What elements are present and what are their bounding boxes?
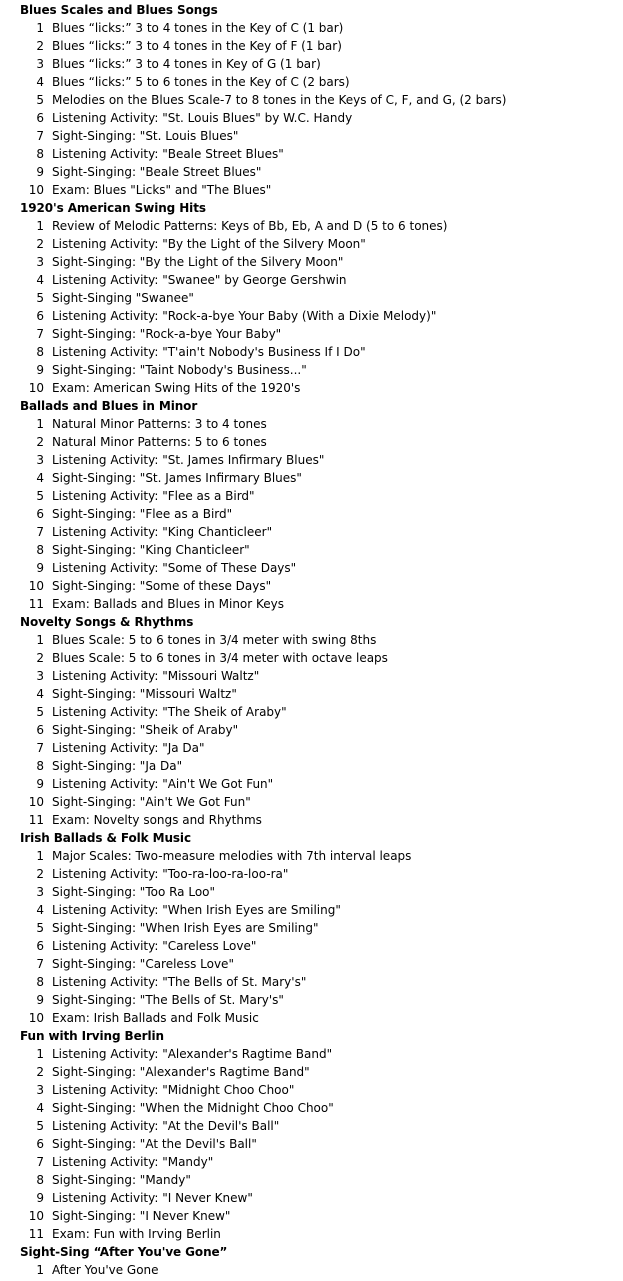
lesson-title: Major Scales: Two-measure melodies with 7th interval leaps — [52, 849, 412, 863]
lesson-title: Listening Activity: "At the Devil's Ball" — [52, 1119, 280, 1133]
lesson-number: 2 — [36, 867, 44, 881]
lesson-title: Sight-Singing: "Some of these Days" — [52, 579, 272, 593]
lesson-item — [20, 847, 623, 865]
lesson-title: Listening Activity: "Beale Street Blues" — [52, 147, 284, 161]
course-section — [20, 1027, 623, 1243]
lesson-item — [20, 793, 623, 811]
lesson-title: Listening Activity: "Some of These Days" — [52, 561, 297, 575]
section-title: Novelty Songs & Rhythms — [20, 615, 194, 629]
lesson-item — [20, 775, 623, 793]
lesson-title: Melodies on the Blues Scale-7 to 8 tones in the Keys of C, F, and G, (2 bars) — [52, 93, 507, 107]
lesson-title: Sight-Singing: "When the Midnight Choo Choo" — [52, 1101, 334, 1115]
lesson-item — [20, 649, 623, 667]
lesson-number: 2 — [36, 237, 44, 251]
section-title: Blues Scales and Blues Songs — [20, 3, 218, 17]
lesson-title: Blues “licks:” 3 to 4 tones in the Key of F (1 bar) — [52, 39, 342, 53]
lesson-number: 4 — [36, 273, 44, 287]
lesson-number: 5 — [36, 93, 44, 107]
lesson-title: Listening Activity: "Flee as a Bird" — [52, 489, 255, 503]
lesson-item — [20, 919, 623, 937]
lesson-title: Sight-Singing: "By the Light of the Silvery Moon" — [52, 255, 344, 269]
lesson-number: 2 — [36, 39, 44, 53]
lesson-number: 3 — [36, 453, 44, 467]
lesson-item — [20, 1099, 623, 1117]
lesson-item — [20, 451, 623, 469]
lesson-title: Exam: Blues "Licks" and "The Blues" — [52, 183, 272, 197]
lesson-number: 2 — [36, 435, 44, 449]
course-section — [20, 829, 623, 1027]
lesson-number: 1 — [36, 849, 44, 863]
lesson-list — [20, 1261, 623, 1279]
lesson-item — [20, 325, 623, 343]
lesson-number: 9 — [36, 165, 44, 179]
lesson-item — [20, 19, 623, 37]
lesson-number: 5 — [36, 489, 44, 503]
lesson-title: Sight-Singing: "Careless Love" — [52, 957, 234, 971]
lesson-number: 1 — [36, 417, 44, 431]
lesson-title: Exam: Novelty songs and Rhythms — [52, 813, 262, 827]
lesson-number: 7 — [36, 741, 44, 755]
lesson-title: Sight-Singing: "Sheik of Araby" — [52, 723, 239, 737]
lesson-item — [20, 1153, 623, 1171]
lesson-item — [20, 37, 623, 55]
lesson-item — [20, 253, 623, 271]
lesson-number: 1 — [36, 1263, 44, 1277]
section-title: Irish Ballads & Folk Music — [20, 831, 191, 845]
lesson-item — [20, 739, 623, 757]
lesson-title: Listening Activity: "The Sheik of Araby" — [52, 705, 287, 719]
lesson-item — [20, 289, 623, 307]
lesson-item — [20, 1225, 623, 1243]
course-section — [20, 613, 623, 829]
lesson-item — [20, 631, 623, 649]
lesson-item — [20, 361, 623, 379]
lesson-number: 10 — [28, 1011, 44, 1025]
lesson-title: Sight-Singing: "I Never Knew" — [52, 1209, 231, 1223]
lesson-title: Exam: American Swing Hits of the 1920's — [52, 381, 301, 395]
lesson-list — [20, 1045, 623, 1243]
lesson-number: 7 — [36, 327, 44, 341]
lesson-title: Sight-Singing: "St. Louis Blues" — [52, 129, 239, 143]
lesson-number: 6 — [36, 507, 44, 521]
lesson-title: Listening Activity: "St. James Infirmary Blues" — [52, 453, 325, 467]
lesson-item — [20, 1135, 623, 1153]
lesson-item — [20, 1117, 623, 1135]
lesson-item — [20, 181, 623, 199]
lesson-number: 8 — [36, 345, 44, 359]
lesson-title: Listening Activity: "King Chanticleer" — [52, 525, 273, 539]
lesson-item — [20, 937, 623, 955]
lesson-number: 5 — [36, 921, 44, 935]
lesson-item — [20, 379, 623, 397]
lesson-item — [20, 1207, 623, 1225]
lesson-list — [20, 631, 623, 829]
lesson-title: Listening Activity: "I Never Knew" — [52, 1191, 253, 1205]
lesson-item — [20, 505, 623, 523]
lesson-number: 10 — [28, 795, 44, 809]
lesson-item — [20, 1171, 623, 1189]
lesson-title: Sight-Singing "Swanee" — [52, 291, 194, 305]
section-title: Fun with Irving Berlin — [20, 1029, 164, 1043]
lesson-number: 6 — [36, 1137, 44, 1151]
lesson-item — [20, 469, 623, 487]
lesson-list — [20, 217, 623, 397]
lesson-number: 5 — [36, 291, 44, 305]
lesson-title: Exam: Ballads and Blues in Minor Keys — [52, 597, 285, 611]
lesson-title: Sight-Singing: "King Chanticleer" — [52, 543, 250, 557]
lesson-number: 6 — [36, 111, 44, 125]
lesson-number: 9 — [36, 363, 44, 377]
lesson-number: 9 — [36, 1191, 44, 1205]
lesson-title: Natural Minor Patterns: 5 to 6 tones — [52, 435, 267, 449]
lesson-number: 4 — [36, 75, 44, 89]
lesson-number: 8 — [36, 147, 44, 161]
lesson-number: 9 — [36, 561, 44, 575]
lesson-item — [20, 307, 623, 325]
lesson-title: Exam: Irish Ballads and Folk Music — [52, 1011, 259, 1025]
lesson-number: 1 — [36, 21, 44, 35]
course-section — [20, 397, 623, 613]
lesson-item — [20, 595, 623, 613]
lesson-number: 1 — [36, 1047, 44, 1061]
lesson-item — [20, 901, 623, 919]
lesson-number: 4 — [36, 1101, 44, 1115]
lesson-number: 11 — [28, 1227, 44, 1241]
lesson-title: Sight-Singing: "St. James Infirmary Blues" — [52, 471, 302, 485]
lesson-number: 7 — [36, 525, 44, 539]
lesson-number: 5 — [36, 705, 44, 719]
lesson-title: Listening Activity: "Midnight Choo Choo" — [52, 1083, 295, 1097]
lesson-title: Blues Scale: 5 to 6 tones in 3/4 meter with octave leaps — [52, 651, 388, 665]
lesson-number: 7 — [36, 129, 44, 143]
lesson-title: Listening Activity: "Mandy" — [52, 1155, 214, 1169]
lesson-title: Exam: Fun with Irving Berlin — [52, 1227, 221, 1241]
lesson-number: 8 — [36, 759, 44, 773]
lesson-item — [20, 163, 623, 181]
lesson-list — [20, 415, 623, 613]
lesson-title: Listening Activity: "Swanee" by George Gershwin — [52, 273, 347, 287]
lesson-item — [20, 685, 623, 703]
lesson-item — [20, 487, 623, 505]
lesson-title: Sight-Singing: "When Irish Eyes are Smiling" — [52, 921, 319, 935]
lesson-title: Blues “licks:” 3 to 4 tones in the Key of C (1 bar) — [52, 21, 344, 35]
lesson-number: 9 — [36, 777, 44, 791]
lesson-number: 3 — [36, 1083, 44, 1097]
lesson-item — [20, 235, 623, 253]
lesson-title: Sight-Singing: "Rock-a-bye Your Baby" — [52, 327, 282, 341]
lesson-title: Blues Scale: 5 to 6 tones in 3/4 meter with swing 8ths — [52, 633, 377, 647]
lesson-number: 10 — [28, 381, 44, 395]
lesson-item — [20, 217, 623, 235]
lesson-title: Sight-Singing: "Ja Da" — [52, 759, 183, 773]
lesson-item — [20, 703, 623, 721]
course-section — [20, 1243, 623, 1279]
lesson-number: 7 — [36, 1155, 44, 1169]
lesson-number: 2 — [36, 651, 44, 665]
lesson-title: Listening Activity: "Missouri Waltz" — [52, 669, 260, 683]
section-title: Sight-Sing “After You've Gone” — [20, 1245, 228, 1259]
lesson-item — [20, 865, 623, 883]
lesson-item — [20, 109, 623, 127]
lesson-item — [20, 541, 623, 559]
lesson-item — [20, 973, 623, 991]
lesson-item — [20, 991, 623, 1009]
lesson-title: Listening Activity: "Too-ra-loo-ra-loo-ra" — [52, 867, 289, 881]
lesson-number: 6 — [36, 723, 44, 737]
course-section — [20, 1, 623, 199]
lesson-title: Listening Activity: "Ain't We Got Fun" — [52, 777, 274, 791]
lesson-title: Listening Activity: "The Bells of St. Mary's" — [52, 975, 307, 989]
lesson-item — [20, 415, 623, 433]
lesson-number: 3 — [36, 57, 44, 71]
lesson-item — [20, 811, 623, 829]
lesson-number: 11 — [28, 813, 44, 827]
lesson-number: 6 — [36, 939, 44, 953]
lesson-title: Listening Activity: "When Irish Eyes are Smiling" — [52, 903, 341, 917]
lesson-item — [20, 523, 623, 541]
lesson-title: Sight-Singing: "Mandy" — [52, 1173, 191, 1187]
lesson-number: 7 — [36, 957, 44, 971]
lesson-item — [20, 883, 623, 901]
lesson-title: Review of Melodic Patterns: Keys of Bb, Eb, A and D (5 to 6 tones) — [52, 219, 448, 233]
lesson-item — [20, 667, 623, 685]
lesson-list — [20, 19, 623, 199]
lesson-number: 4 — [36, 903, 44, 917]
section-title: Ballads and Blues in Minor — [20, 399, 198, 413]
lesson-title: Blues “licks:” 3 to 4 tones in Key of G (1 bar) — [52, 57, 321, 71]
lesson-item — [20, 1063, 623, 1081]
lesson-title: Sight-Singing: "Beale Street Blues" — [52, 165, 262, 179]
lesson-title: Natural Minor Patterns: 3 to 4 tones — [52, 417, 267, 431]
lesson-number: 10 — [28, 183, 44, 197]
lesson-number: 3 — [36, 885, 44, 899]
lesson-item — [20, 127, 623, 145]
lesson-title: Sight-Singing: "Ain't We Got Fun" — [52, 795, 251, 809]
lesson-number: 8 — [36, 543, 44, 557]
lesson-number: 10 — [28, 1209, 44, 1223]
lesson-item — [20, 577, 623, 595]
course-section — [20, 199, 623, 397]
lesson-item — [20, 757, 623, 775]
lesson-number: 5 — [36, 1119, 44, 1133]
lesson-item — [20, 1009, 623, 1027]
lesson-title: Sight-Singing: "Too Ra Loo" — [52, 885, 216, 899]
lesson-number: 4 — [36, 687, 44, 701]
lesson-number: 8 — [36, 1173, 44, 1187]
lesson-item — [20, 955, 623, 973]
lesson-title: Sight-Singing: "At the Devil's Ball" — [52, 1137, 257, 1151]
lesson-item — [20, 721, 623, 739]
lesson-list — [20, 847, 623, 1027]
lesson-item — [20, 559, 623, 577]
lesson-item — [20, 145, 623, 163]
lesson-title: Listening Activity: "Alexander's Ragtime Band" — [52, 1047, 333, 1061]
lesson-number: 3 — [36, 255, 44, 269]
lesson-item — [20, 343, 623, 361]
lesson-title: Sight-Singing: "Taint Nobody's Business..." — [52, 363, 307, 377]
lesson-item — [20, 1081, 623, 1099]
lesson-title: After You've Gone — [52, 1263, 159, 1277]
lesson-number: 9 — [36, 993, 44, 1007]
lesson-item — [20, 91, 623, 109]
lesson-number: 6 — [36, 309, 44, 323]
lesson-item — [20, 1189, 623, 1207]
lesson-number: 1 — [36, 633, 44, 647]
lesson-title: Sight-Singing: "Missouri Waltz" — [52, 687, 237, 701]
lesson-title: Sight-Singing: "Flee as a Bird" — [52, 507, 233, 521]
lesson-number: 11 — [28, 597, 44, 611]
lesson-item — [20, 433, 623, 451]
lesson-item — [20, 1045, 623, 1063]
lesson-number: 2 — [36, 1065, 44, 1079]
lesson-title: Listening Activity: "Rock-a-bye Your Baby (With a Dixie Melody)" — [52, 309, 437, 323]
lesson-title: Sight-Singing: "Alexander's Ragtime Band" — [52, 1065, 310, 1079]
lesson-item — [20, 55, 623, 73]
lesson-item — [20, 1261, 623, 1279]
lesson-title: Listening Activity: "By the Light of the Silvery Moon" — [52, 237, 366, 251]
lesson-title: Listening Activity: "T'ain't Nobody's Business If I Do" — [52, 345, 366, 359]
lesson-title: Sight-Singing: "The Bells of St. Mary's" — [52, 993, 284, 1007]
lesson-number: 4 — [36, 471, 44, 485]
lesson-number: 10 — [28, 579, 44, 593]
section-title: 1920's American Swing Hits — [20, 201, 206, 215]
lesson-title: Listening Activity: "Ja Da" — [52, 741, 205, 755]
lesson-title: Listening Activity: "Careless Love" — [52, 939, 257, 953]
lesson-title: Listening Activity: "St. Louis Blues" by W.C. Handy — [52, 111, 353, 125]
lesson-number: 1 — [36, 219, 44, 233]
lesson-number: 8 — [36, 975, 44, 989]
lesson-item — [20, 73, 623, 91]
lesson-item — [20, 271, 623, 289]
lesson-title: Blues “licks:” 5 to 6 tones in the Key of C (2 bars) — [52, 75, 350, 89]
lesson-number: 3 — [36, 669, 44, 683]
